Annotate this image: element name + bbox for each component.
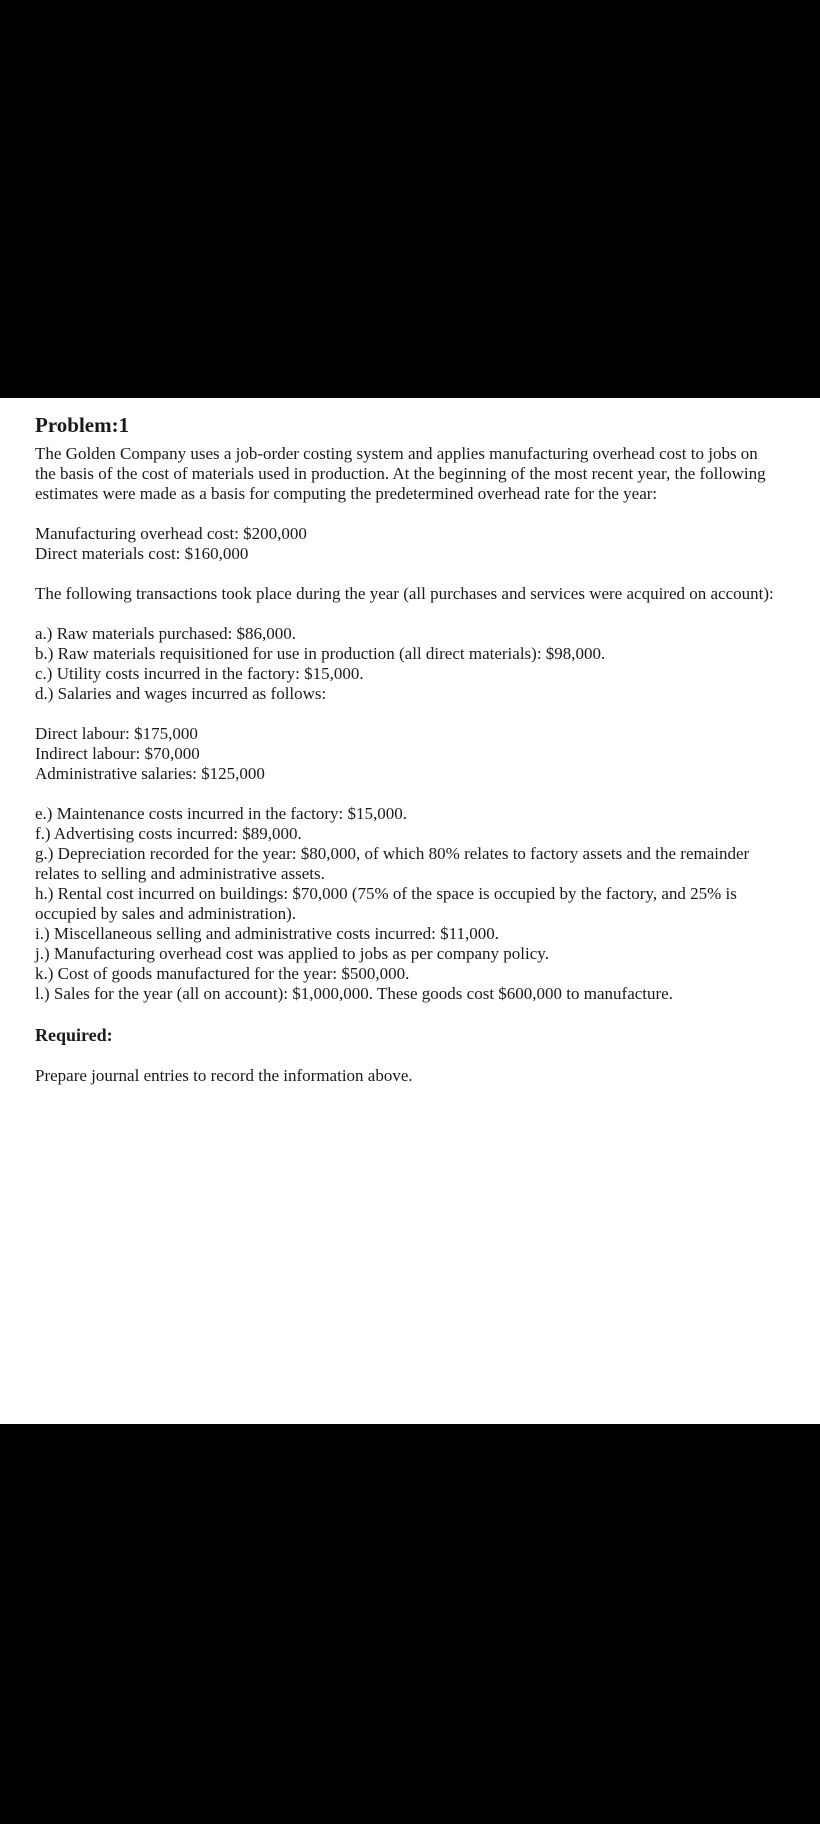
salary-line: Direct labour: $175,000 [35, 724, 198, 743]
transaction-item: e.) Maintenance costs incurred in the factory: $15,000. [35, 804, 407, 823]
transactions-list-a-d [35, 624, 780, 704]
transaction-item: i.) Miscellaneous selling and administrative costs incurred: $11,000. [35, 924, 499, 943]
salaries-list [35, 724, 780, 784]
transaction-item: k.) Cost of goods manufactured for the year: $500,000. [35, 964, 410, 983]
transaction-item: a.) Raw materials purchased: $86,000. [35, 624, 297, 643]
estimate-line: Direct materials cost: $160,000 [35, 544, 249, 563]
salary-line: Administrative salaries: $125,000 [35, 764, 265, 783]
transaction-item: f.) Advertising costs incurred: $89,000. [35, 824, 302, 843]
required-heading: Required: [35, 1025, 113, 1045]
transaction-item: h.) Rental cost incurred on buildings: $70,000 (75% of the space is occupied by the factory, and 25% is occupied by sales and administration). [35, 884, 737, 923]
transaction-item: c.) Utility costs incurred in the factory: $15,000. [35, 664, 364, 683]
transaction-item: l.) Sales for the year (all on account): $1,000,000. These goods cost $600,000 to manufacture. [35, 984, 673, 1003]
salary-line: Indirect labour: $70,000 [35, 744, 200, 763]
transaction-item: j.) Manufacturing overhead cost was applied to jobs as per company policy. [35, 944, 549, 963]
estimate-line: Manufacturing overhead cost: $200,000 [35, 524, 307, 543]
top-black-bar [0, 0, 820, 398]
bottom-black-bar [0, 1424, 820, 1824]
intro-paragraph: The Golden Company uses a job-order costing system and applies manufacturing overhead cost to jobs on the basis of the cost of materials used in production. At the beginning of the most recent year, the following estimates were made as a basis for computing the predetermined overhead rate for the year: [35, 444, 766, 503]
estimates-list [35, 524, 780, 564]
problem-title: Problem:1 [35, 413, 130, 437]
transactions-list-e-l [35, 804, 780, 1004]
required-text: Prepare journal entries to record the information above. [35, 1066, 413, 1085]
transaction-item: b.) Raw materials requisitioned for use in production (all direct materials): $98,000. [35, 644, 606, 663]
problem-document [0, 398, 820, 1424]
transaction-item: d.) Salaries and wages incurred as follows: [35, 684, 327, 703]
transactions-intro: The following transactions took place during the year (all purchases and services were acquired on account): [35, 584, 774, 603]
transaction-item: g.) Depreciation recorded for the year: $80,000, of which 80% relates to factory assets and the remainder relates to selling and administrative assets. [35, 844, 750, 883]
